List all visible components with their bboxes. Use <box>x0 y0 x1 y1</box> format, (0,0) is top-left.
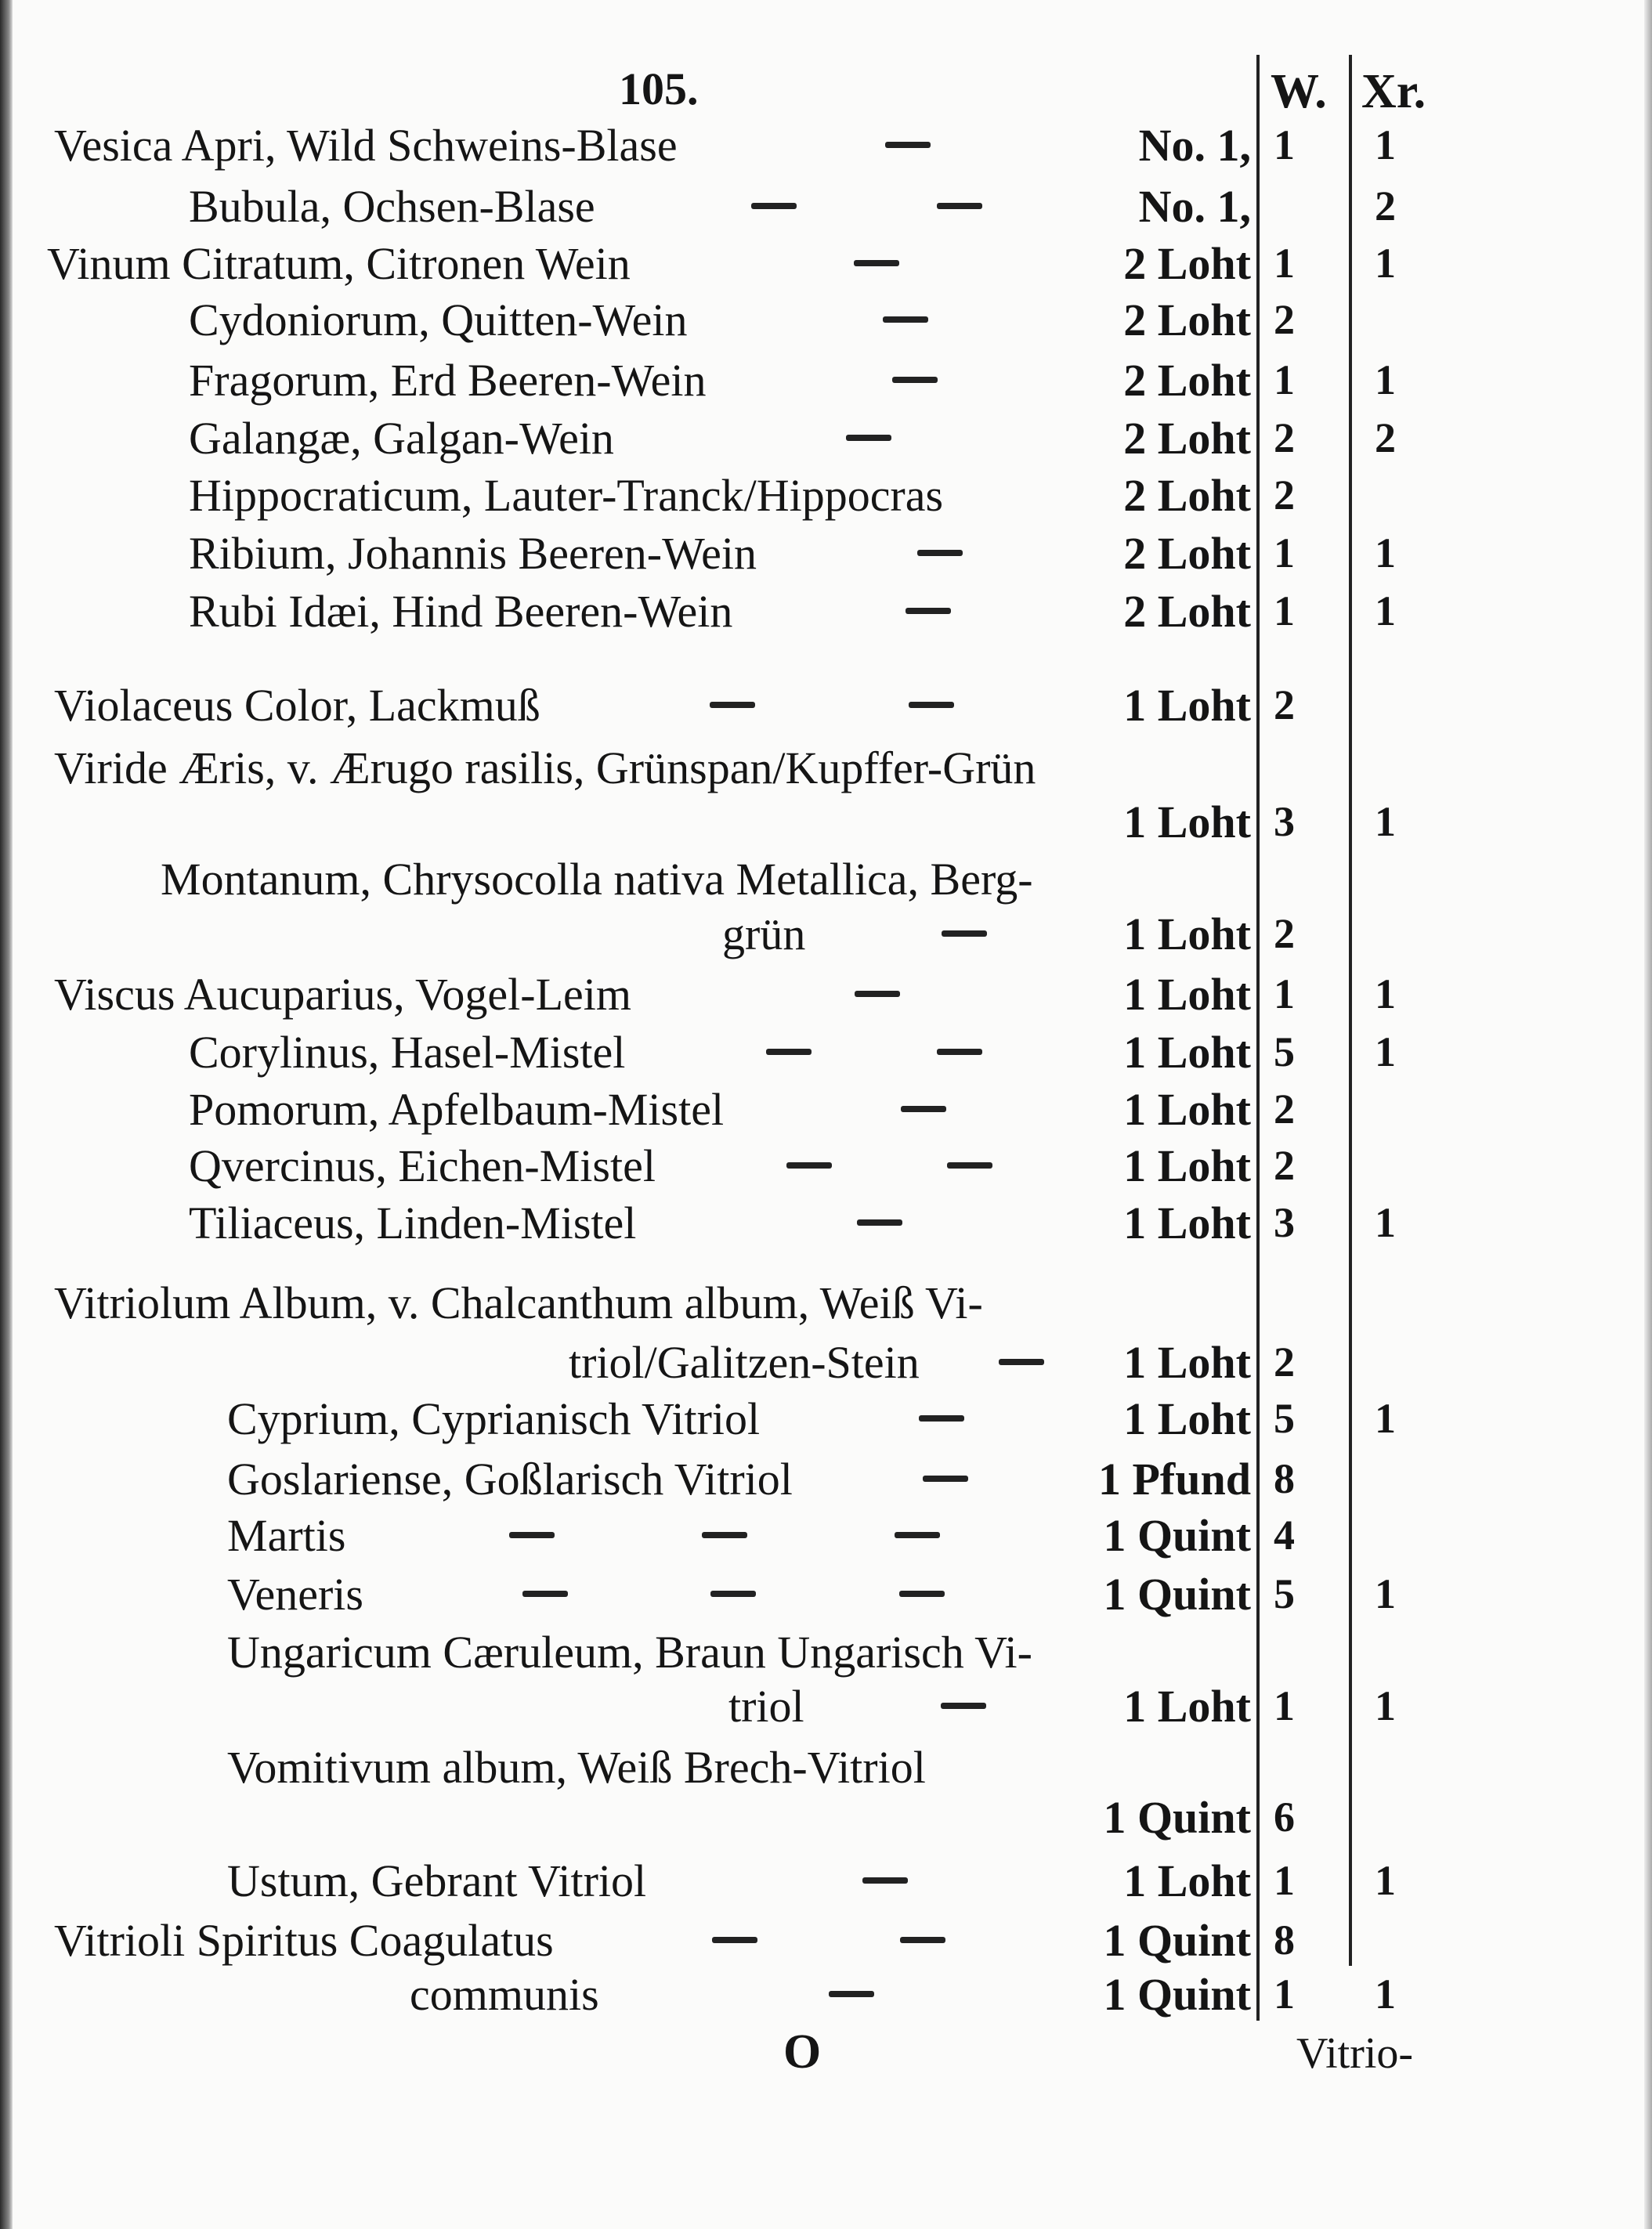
item-unit: No. 1, <box>1138 180 1251 232</box>
list-row <box>227 1566 1251 1621</box>
list-row <box>189 583 1251 638</box>
list-row <box>1018 1790 1251 1844</box>
item-unit: 2 Loht <box>1123 585 1251 637</box>
list-row <box>189 1024 1251 1079</box>
list-row <box>227 1853 1251 1908</box>
item-unit: 2 Loht <box>1123 294 1251 345</box>
dash-mark <box>751 203 797 209</box>
signature-mark: O <box>783 2025 822 2079</box>
list-row <box>189 352 1251 407</box>
dash-filler <box>636 1219 1123 1226</box>
price-w: 2 <box>1274 1086 1295 1133</box>
item-name: communis <box>410 1968 599 2020</box>
dash-filler <box>540 702 1123 708</box>
dash-mark <box>906 608 951 614</box>
column-header-x: Xr. <box>1361 65 1426 118</box>
dash-mark <box>899 1591 945 1597</box>
price-w: 1 <box>1274 1857 1295 1904</box>
price-w: 1 <box>1274 240 1295 287</box>
item-name: Pomorum, Apfelbaum-Mistel <box>189 1083 725 1135</box>
price-x: 1 <box>1375 1570 1396 1617</box>
item-unit: 2 Loht <box>1123 527 1251 579</box>
price-w: 1 <box>1274 587 1295 634</box>
list-row <box>189 1082 1251 1136</box>
price-x: 1 <box>1375 1199 1396 1246</box>
dash-mark <box>710 1591 756 1597</box>
dash-mark <box>885 142 931 148</box>
list-row <box>54 1275 983 1330</box>
catchword: Vitrio- <box>1296 2029 1414 2078</box>
item-name: Tiliaceus, Linden-Mistel <box>189 1197 637 1248</box>
list-row <box>722 906 1251 961</box>
item-unit: 1 Loht <box>1123 1393 1251 1444</box>
column-rule-right <box>1349 55 1352 1966</box>
price-w: 6 <box>1274 1794 1295 1841</box>
dash-filler <box>678 142 1139 148</box>
item-name: Qvercinus, Eichen-Mistel <box>189 1140 656 1191</box>
item-name: triol/Galitzen-Stein <box>569 1336 920 1388</box>
price-x: 2 <box>1375 182 1396 229</box>
scan-left-edge <box>0 0 13 2229</box>
list-row <box>54 677 1251 732</box>
dash-filler <box>646 1877 1123 1884</box>
dash-filler <box>631 991 1123 997</box>
price-w: 2 <box>1274 1338 1295 1385</box>
price-w: 1 <box>1274 121 1295 168</box>
dash-filler <box>631 260 1124 266</box>
item-unit: 1 Loht <box>1123 1083 1251 1135</box>
price-x: 1 <box>1375 121 1396 168</box>
dash-filler <box>707 377 1124 383</box>
dash-mark <box>862 1877 908 1884</box>
dash-mark <box>846 435 891 441</box>
dash-filler <box>656 1162 1123 1169</box>
dash-mark <box>937 203 982 209</box>
price-x: 1 <box>1375 587 1396 634</box>
price-w: 2 <box>1274 471 1295 518</box>
list-row <box>189 1195 1251 1250</box>
price-w: 3 <box>1274 798 1295 845</box>
list-row <box>728 1678 1251 1733</box>
price-x: 1 <box>1375 798 1396 845</box>
list-row <box>227 1739 926 1794</box>
price-x: 1 <box>1375 1028 1396 1075</box>
list-row <box>569 1335 1251 1389</box>
item-unit: 1 Loht <box>1123 679 1251 731</box>
list-row <box>189 1138 1251 1193</box>
item-name: Corylinus, Hasel-Mistel <box>189 1026 626 1078</box>
dash-filler <box>554 1937 1104 1943</box>
item-name: Viride Æris, v. Ærugo rasilis, Grünspan/Kupffer-Grün <box>54 742 1036 793</box>
dash-mark <box>883 316 928 323</box>
dash-mark <box>710 702 755 708</box>
item-name: Hippocraticum, Lauter-Tranck/Hippocras <box>189 469 944 521</box>
dash-filler <box>724 1106 1123 1112</box>
column-header-w: W. <box>1271 65 1327 118</box>
price-w: 1 <box>1274 356 1295 403</box>
item-unit: 1 Loht <box>1123 796 1251 847</box>
list-row <box>189 468 1251 522</box>
dash-filler <box>345 1532 1103 1538</box>
dash-filler <box>793 1476 1098 1482</box>
price-x: 1 <box>1375 1971 1396 2018</box>
list-row <box>227 1451 1251 1506</box>
price-w: 5 <box>1274 1028 1295 1075</box>
price-x: 2 <box>1375 414 1396 461</box>
item-unit: 1 Pfund <box>1097 1453 1251 1505</box>
dash-mark <box>900 1937 945 1943</box>
dash-mark <box>917 550 963 556</box>
dash-filler <box>595 203 1139 209</box>
item-name: Viscus Aucuparius, Vogel-Leim <box>54 968 632 1020</box>
item-name: Cydoniorum, Quitten-Wein <box>189 294 688 345</box>
dash-filler <box>760 1415 1123 1422</box>
dash-filler <box>687 316 1123 323</box>
item-unit: 1 Loht <box>1123 1197 1251 1248</box>
item-name: Rubi Idæi, Hind Beeren-Wein <box>189 585 733 637</box>
item-unit: 1 Quint <box>1103 1791 1251 1843</box>
item-unit: 1 Loht <box>1123 1680 1251 1732</box>
price-w: 2 <box>1274 296 1295 343</box>
item-unit: No. 1, <box>1138 119 1251 171</box>
item-name: Goslariense, Goßlarisch Vitriol <box>227 1453 793 1505</box>
dash-filler <box>804 1703 1124 1709</box>
dash-mark <box>854 260 899 266</box>
price-w: 5 <box>1274 1570 1295 1617</box>
dash-mark <box>999 1359 1044 1365</box>
dash-filler <box>757 550 1123 556</box>
dash-mark <box>919 1415 964 1422</box>
price-w: 2 <box>1274 414 1295 461</box>
item-unit: 1 Loht <box>1123 1855 1251 1906</box>
dash-mark <box>702 1532 747 1538</box>
price-w: 1 <box>1274 970 1295 1017</box>
item-name: Vinum Citratum, Citronen Wein <box>47 237 631 289</box>
list-row <box>161 851 1033 906</box>
list-row <box>410 1967 1251 2021</box>
dash-mark <box>937 1049 982 1055</box>
dash-mark <box>509 1532 555 1538</box>
list-row <box>227 1508 1251 1562</box>
item-name: Cyprium, Cyprianisch Vitriol <box>227 1393 761 1444</box>
dash-mark <box>786 1162 832 1169</box>
dash-mark <box>909 702 954 708</box>
price-x: 1 <box>1375 1395 1396 1442</box>
item-name: Violaceus Color, Lackmuß <box>54 679 540 731</box>
dash-filler <box>599 1991 1104 1997</box>
item-unit: 1 Loht <box>1123 1026 1251 1078</box>
price-x: 1 <box>1375 1857 1396 1904</box>
scan-right-edge <box>1644 0 1652 2229</box>
list-row <box>189 526 1251 580</box>
item-name: triol <box>728 1680 804 1732</box>
price-w: 2 <box>1274 1142 1295 1189</box>
dash-mark <box>947 1162 992 1169</box>
price-w: 2 <box>1274 681 1295 728</box>
item-name: Veneris <box>227 1568 363 1620</box>
list-row <box>227 1624 1032 1679</box>
dash-mark <box>941 1703 986 1709</box>
dash-filler <box>614 435 1123 441</box>
dash-mark <box>522 1591 568 1597</box>
list-row <box>189 410 1251 465</box>
item-name: Vomitivum album, Weiß Brech-Vitriol <box>227 1741 926 1793</box>
dash-mark <box>857 1219 902 1226</box>
dash-mark <box>892 377 938 383</box>
price-w: 1 <box>1274 1682 1295 1729</box>
list-row <box>189 292 1251 347</box>
item-unit: 1 Quint <box>1103 1509 1251 1561</box>
item-unit: 1 Loht <box>1123 1336 1251 1388</box>
item-unit: 1 Quint <box>1103 1568 1251 1620</box>
price-w: 8 <box>1274 1917 1295 1963</box>
dash-mark <box>766 1049 812 1055</box>
dash-mark <box>895 1532 940 1538</box>
item-name: Ribium, Johannis Beeren-Wein <box>189 527 757 579</box>
list-row <box>189 179 1251 233</box>
item-name: grün <box>722 908 806 959</box>
list-row <box>227 1391 1251 1446</box>
price-w: 4 <box>1274 1512 1295 1559</box>
price-w: 1 <box>1274 1971 1295 2018</box>
dash-mark <box>923 1476 968 1482</box>
item-name: Ustum, Gebrant Vitriol <box>227 1855 647 1906</box>
item-unit: 1 Quint <box>1103 1914 1251 1966</box>
item-name: Fragorum, Erd Beeren-Wein <box>189 354 707 406</box>
item-name: Bubula, Ochsen-Blase <box>189 180 595 232</box>
dash-mark <box>901 1106 946 1112</box>
price-w: 3 <box>1274 1199 1295 1246</box>
dash-filler <box>732 608 1123 614</box>
item-name: Vitrioli Spiritus Coagulatus <box>54 1914 554 1966</box>
list-row <box>54 740 1036 795</box>
price-w: 1 <box>1274 529 1295 576</box>
dash-filler <box>363 1591 1103 1597</box>
item-name: Ungaricum Cæruleum, Braun Ungarisch Vi- <box>227 1626 1032 1678</box>
page-number: 105. <box>619 63 699 114</box>
item-name: Montanum, Chrysocolla nativa Metallica, Berg- <box>161 853 1033 905</box>
dash-mark <box>712 1937 757 1943</box>
item-unit: 2 Loht <box>1123 354 1251 406</box>
price-w: 8 <box>1274 1455 1295 1502</box>
item-name: Vesica Apri, Wild Schweins-Blase <box>54 119 678 171</box>
price-x: 1 <box>1375 240 1396 287</box>
dash-filler <box>805 930 1123 937</box>
price-w: 5 <box>1274 1395 1295 1442</box>
list-row <box>1018 794 1251 849</box>
price-x: 1 <box>1375 1682 1396 1729</box>
price-x: 1 <box>1375 529 1396 576</box>
price-x: 1 <box>1375 970 1396 1017</box>
list-row <box>54 1913 1251 1967</box>
item-name: Vitriolum Album, v. Chalcanthum album, Weiß Vi- <box>54 1277 983 1328</box>
dash-filler <box>625 1049 1123 1055</box>
dash-mark <box>829 1991 874 1997</box>
item-name: Galangæ, Galgan-Wein <box>189 412 614 464</box>
list-row <box>54 966 1251 1021</box>
column-rule-left <box>1256 55 1260 2021</box>
price-w: 2 <box>1274 910 1295 957</box>
item-unit: 2 Loht <box>1123 412 1251 464</box>
item-unit: 1 Loht <box>1123 968 1251 1020</box>
price-x: 1 <box>1375 356 1396 403</box>
list-row <box>47 236 1251 291</box>
item-unit: 2 Loht <box>1123 237 1251 289</box>
list-row <box>54 117 1251 172</box>
item-unit: 2 Loht <box>1123 469 1251 521</box>
dash-mark <box>855 991 900 997</box>
dash-mark <box>942 930 987 937</box>
item-unit: 1 Loht <box>1123 1140 1251 1191</box>
dash-filler <box>920 1359 1123 1365</box>
item-unit: 1 Quint <box>1103 1968 1251 2020</box>
item-unit: 1 Loht <box>1123 908 1251 959</box>
item-name: Martis <box>227 1509 346 1561</box>
